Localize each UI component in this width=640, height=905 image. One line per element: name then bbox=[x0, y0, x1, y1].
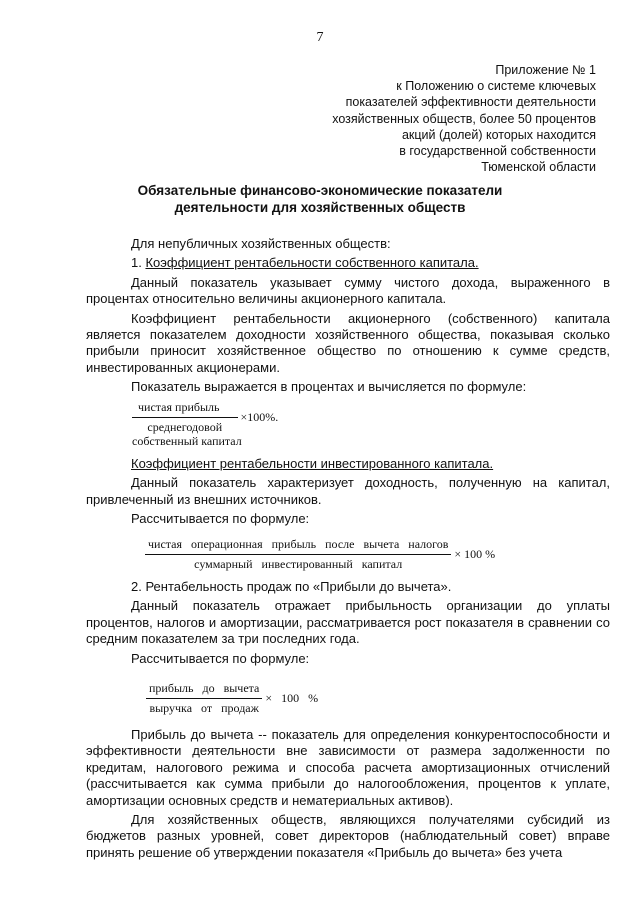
paragraph: Рассчитывается по формуле: bbox=[131, 650, 310, 666]
fraction bbox=[146, 681, 262, 716]
appendix-line: Приложение № 1 bbox=[495, 63, 596, 77]
paragraph: Коэффициент рентабельности акционерного (собственного) капитала является показателем доходности хозяйственного общества, показывая сколько прибыли приносит хозяйственное общество по отношению к сумме средств, инвестированных акционерами. bbox=[86, 310, 610, 375]
intro-paragraph: Для непубличных хозяйственных обществ: bbox=[131, 236, 391, 251]
fraction bbox=[145, 537, 451, 572]
heading-text: Коэффициент рентабельности инвестированного капитала. bbox=[131, 456, 494, 471]
title-line: Обязательные финансово-экономические показатели bbox=[137, 183, 503, 198]
heading-text: Коэффициент рентабельности собственного капитала. bbox=[145, 255, 479, 271]
section-roic bbox=[86, 456, 610, 531]
fraction bbox=[132, 400, 238, 435]
heading-roic bbox=[86, 456, 610, 472]
heading-ebitda-margin: 2. Рентабельность продаж по «Прибыли до вычета». bbox=[131, 579, 452, 594]
section-roe bbox=[86, 236, 610, 399]
multiplier: ×100%. bbox=[240, 410, 279, 424]
denominator: суммарный инвестированный капитал bbox=[194, 557, 403, 571]
formula-roic bbox=[145, 537, 495, 572]
appendix-line: в государственной собственности bbox=[399, 144, 596, 159]
formula-roe bbox=[132, 400, 278, 435]
appendix-line: Тюменской области bbox=[481, 160, 596, 175]
section-ebitda-margin bbox=[86, 579, 610, 670]
appendix-line: акций (долей) которых находится bbox=[401, 127, 596, 142]
multiplier: × 100 % bbox=[265, 691, 319, 705]
appendix-line: показателей эффективности деятельности bbox=[345, 95, 596, 110]
denominator: среднегодовой bbox=[147, 420, 223, 434]
appendix-block bbox=[332, 62, 596, 175]
denominator: выручка от продаж bbox=[149, 701, 259, 715]
formula-ebitda-margin bbox=[146, 681, 318, 716]
page-number: 7 bbox=[316, 30, 324, 45]
paragraph: Данный показатель отражает прибыльность организации до уплаты процентов, налогов и амортизации, рассматривается рост показателя в сравнении со средним показателем за три последних года. bbox=[86, 598, 610, 647]
document-title bbox=[0, 182, 640, 216]
heading-roe bbox=[86, 255, 610, 271]
paragraph: Прибыль до вычета -- показатель для определения конкурентоспособности и эффективности деятельности вне зависимости от размера задолженности по кредитам, налогового режима и способа расчета амортизационных отчислений (рассчитывается как сумма прибыли до налогообложения, процентов к уплате, амортизации основных средств и нематериальных активов). bbox=[86, 727, 610, 808]
numerator: чистая прибыль bbox=[132, 400, 238, 418]
appendix-line: хозяйственных обществ, более 50 процентов bbox=[332, 111, 596, 126]
paragraph: Показатель выражается в процентах и вычисляется по формуле: bbox=[131, 379, 527, 395]
formula-roe-extra: собственный капитал bbox=[132, 434, 242, 448]
paragraph: Рассчитывается по формуле: bbox=[131, 511, 310, 527]
paragraph: Для хозяйственных обществ, являющихся получателями субсидий из бюджетов разных уровней, совет директоров (наблюдательный совет) вправе принять решение об утверждении показателя «Прибыль до вычета» без учета bbox=[86, 812, 610, 860]
title-line: деятельности для хозяйственных обществ bbox=[174, 200, 466, 215]
section-ebitda-definition bbox=[86, 727, 610, 864]
paragraph: Данный показатель характеризует доходность, полученную на капитал, привлеченный из внешних источников. bbox=[86, 475, 610, 507]
paragraph: Данный показатель указывает сумму чистого дохода, выраженного в процентах относительно величины акционерного капитала. bbox=[86, 274, 610, 307]
numerator: прибыль до вычета bbox=[146, 681, 262, 699]
heading-number: 1. bbox=[131, 255, 146, 271]
appendix-line: к Положению о системе ключевых bbox=[396, 79, 596, 94]
numerator: чистая операционная прибыль после вычета налогов bbox=[145, 537, 451, 555]
multiplier: × 100 % bbox=[454, 547, 496, 561]
